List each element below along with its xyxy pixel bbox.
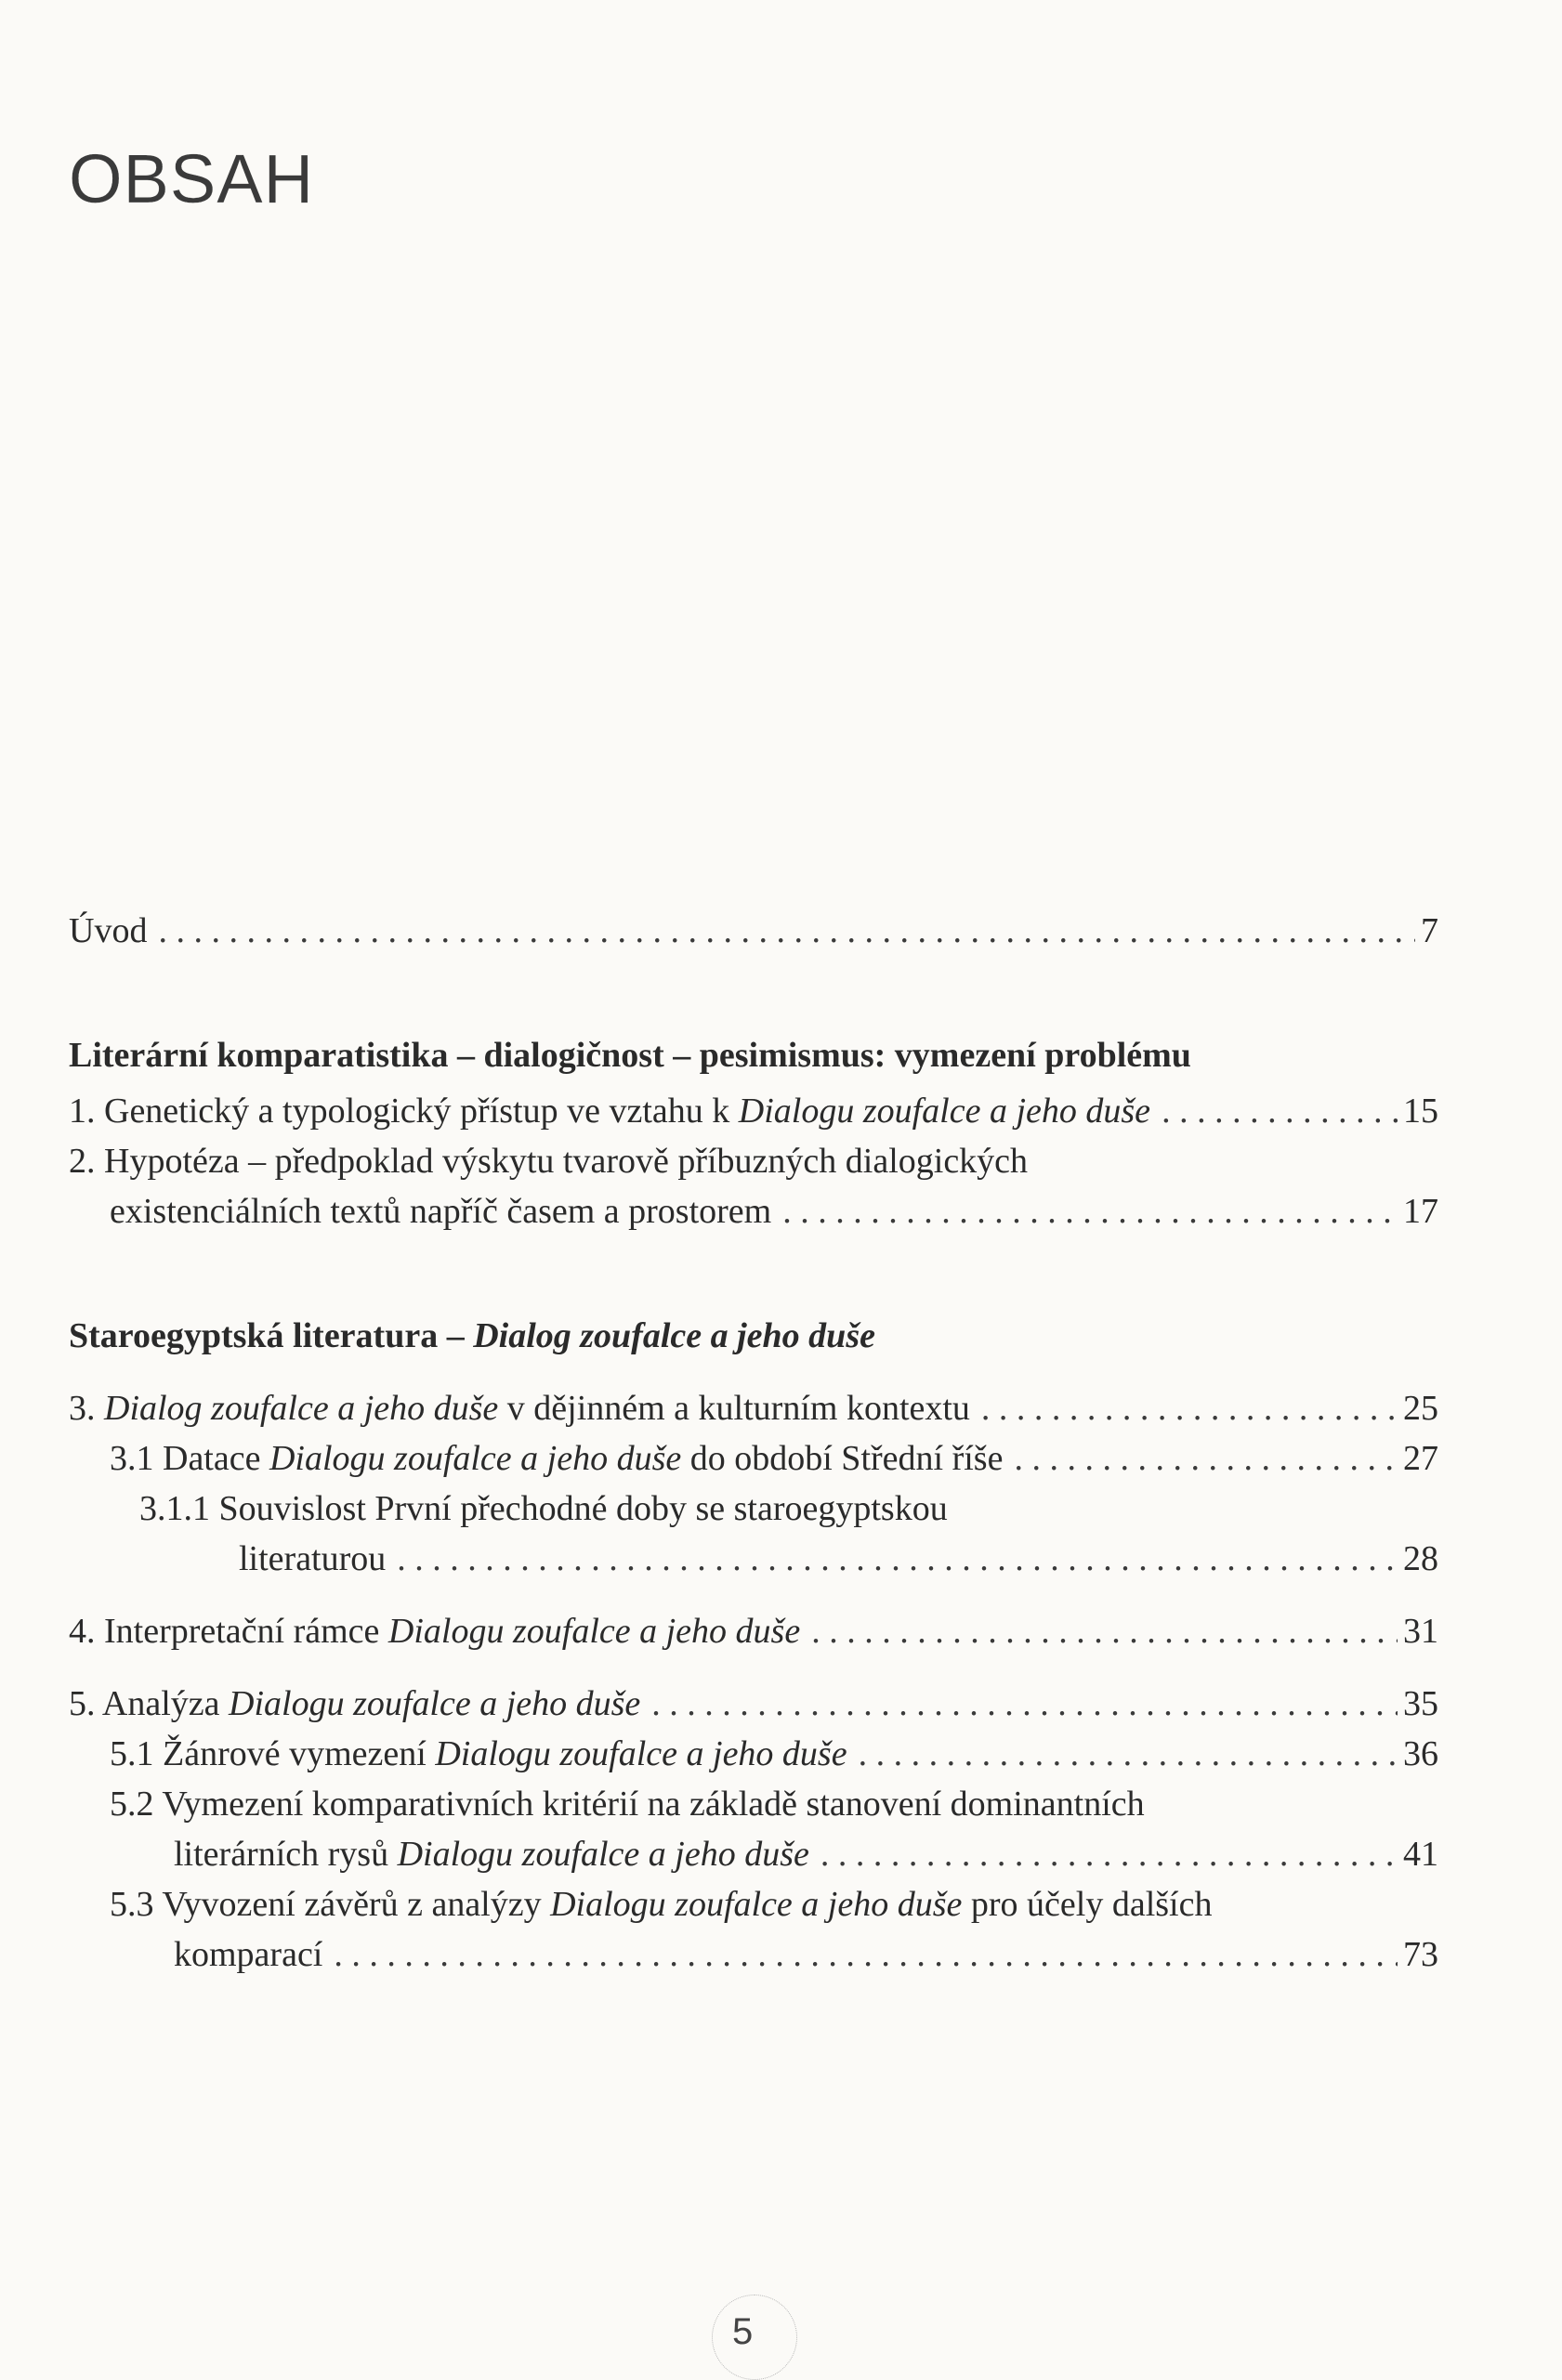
toc-page-number: 31 bbox=[1403, 1612, 1438, 1651]
toc-entry-5[interactable] bbox=[69, 1679, 1438, 1729]
toc-entry-label: existenciálních textů napříč časem a prostorem bbox=[110, 1192, 772, 1231]
page-title: OBSAH bbox=[69, 140, 315, 217]
dot-leader bbox=[651, 1679, 1398, 1729]
toc-entry-label: 5. Analýza Dialogu zoufalce a jeho duše bbox=[69, 1684, 641, 1723]
toc-entry-label: 4. Interpretační rámce Dialogu zoufalce a jeho duše bbox=[69, 1612, 801, 1651]
toc-entry-4[interactable] bbox=[69, 1606, 1438, 1656]
dot-leader bbox=[1014, 1433, 1398, 1484]
dot-leader bbox=[1162, 1086, 1398, 1136]
toc-entry-label: literaturou bbox=[239, 1539, 387, 1578]
toc-entry-5-2[interactable] bbox=[69, 1829, 1438, 1879]
toc-page-number: 36 bbox=[1403, 1734, 1438, 1773]
dot-leader bbox=[981, 1383, 1398, 1433]
page-number-circle bbox=[712, 2295, 797, 2380]
toc-page-number: 17 bbox=[1403, 1192, 1438, 1231]
toc-entry-2-line1[interactable]: 2. Hypotéza – předpoklad výskytu tvarově příbuzných dialogických bbox=[69, 1142, 1029, 1181]
toc-entry-2[interactable] bbox=[69, 1186, 1438, 1236]
dot-leader bbox=[859, 1729, 1398, 1779]
dot-leader bbox=[811, 1606, 1398, 1656]
toc-page-number: 41 bbox=[1403, 1835, 1438, 1874]
toc-page-number: 15 bbox=[1403, 1092, 1438, 1131]
toc-entry-5-1[interactable] bbox=[69, 1729, 1438, 1779]
toc-entry-label: komparací bbox=[174, 1935, 323, 1974]
toc-entry-uvod[interactable] bbox=[69, 906, 1438, 956]
section-heading-part1: Literární komparatistika – dialogičnost – pesimismus: vymezení problému bbox=[69, 1036, 1191, 1075]
toc-page-number: 7 bbox=[1421, 911, 1438, 950]
dot-leader bbox=[158, 906, 1415, 956]
dot-leader bbox=[782, 1186, 1398, 1236]
toc-entry-5-3-line1[interactable]: 5.3 Vyvození závěrů z analýzy Dialogu zoufalce a jeho duše pro účely dalších bbox=[110, 1885, 1213, 1924]
toc-entry-5-3[interactable] bbox=[69, 1929, 1438, 1980]
page-number: 5 bbox=[732, 2311, 754, 2352]
toc-page-number: 25 bbox=[1403, 1389, 1438, 1428]
toc-entry-3-1-1[interactable] bbox=[69, 1534, 1438, 1584]
toc-page-number: 27 bbox=[1403, 1439, 1438, 1478]
section-heading-part2: Staroegyptská literatura – Dialog zoufalce a jeho duše bbox=[69, 1316, 875, 1355]
dot-leader bbox=[820, 1829, 1398, 1879]
toc-page-number: 35 bbox=[1403, 1684, 1438, 1723]
toc-entry-label: 5.1 Žánrové vymezení Dialogu zoufalce a jeho duše bbox=[110, 1734, 847, 1773]
toc-entry-3[interactable] bbox=[69, 1383, 1438, 1433]
toc-entry-label: literárních rysů Dialogu zoufalce a jeho duše bbox=[174, 1835, 809, 1874]
toc-entry-3-1[interactable] bbox=[69, 1433, 1438, 1484]
toc-page-number: 73 bbox=[1403, 1935, 1438, 1974]
toc-entry-label: 3.1 Datace Dialogu zoufalce a jeho duše do období Střední říše bbox=[110, 1439, 1004, 1478]
table-of-contents bbox=[69, 906, 1438, 1980]
toc-page-number: 28 bbox=[1403, 1539, 1438, 1578]
dot-leader bbox=[397, 1534, 1398, 1584]
toc-entry-1[interactable] bbox=[69, 1086, 1438, 1136]
toc-entry-3-1-1-line1[interactable]: 3.1.1 Souvislost První přechodné doby se staroegyptskou bbox=[139, 1489, 948, 1528]
toc-entry-label: 3. Dialog zoufalce a jeho duše v dějinném a kulturním kontextu bbox=[69, 1389, 970, 1428]
toc-entry-label: 1. Genetický a typologický přístup ve vztahu k Dialogu zoufalce a jeho duše bbox=[69, 1092, 1151, 1131]
dot-leader bbox=[334, 1929, 1398, 1980]
toc-entry-label: Úvod bbox=[69, 911, 148, 950]
toc-entry-5-2-line1[interactable]: 5.2 Vymezení komparativních kritérií na základě stanovení dominantních bbox=[110, 1785, 1145, 1824]
